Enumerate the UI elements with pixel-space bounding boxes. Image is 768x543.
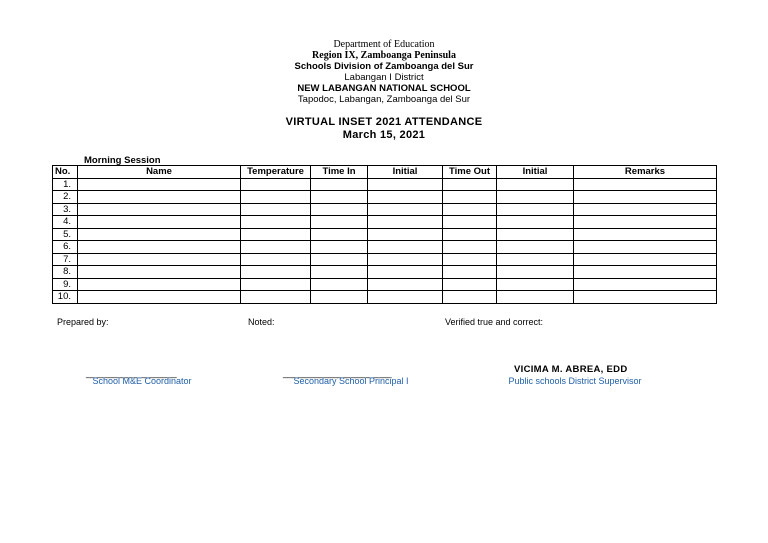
table-cell [78,266,241,279]
table-cell [443,203,497,216]
table-cell [311,278,368,291]
table-cell [443,278,497,291]
table-cell [241,216,311,229]
row-number: 7. [53,253,78,266]
header-department: Department of Education [333,39,435,50]
col-header-no: No. [53,166,78,179]
table-row [53,191,717,204]
table-cell [443,291,497,304]
row-number: 9. [53,278,78,291]
table-cell [443,216,497,229]
table-cell [241,228,311,241]
table-row [53,278,717,291]
table-cell [443,228,497,241]
header-division: Schools Division of Zamboanga del Sur [294,61,474,72]
table-cell [368,278,443,291]
noted-label: Noted: [248,317,275,327]
table-cell [574,216,717,229]
attendance-table [52,165,717,304]
noted-signature-line: ________________________ [283,368,392,378]
table-cell [311,191,368,204]
verified-label: Verified true and correct: [445,317,544,327]
table-cell [78,216,241,229]
table-cell [443,241,497,254]
table-cell [241,241,311,254]
row-number: 3. [53,203,78,216]
document-title: VIRTUAL INSET 2021 ATTENDANCE [285,116,483,128]
table-cell [368,178,443,191]
table-cell [78,278,241,291]
table-row [53,266,717,279]
col-header-remarks: Remarks [574,166,717,179]
table-cell [574,191,717,204]
table-cell [574,241,717,254]
table-cell [368,216,443,229]
row-number: 5. [53,228,78,241]
table-cell [443,266,497,279]
noted-position: Secondary School Principal I [293,376,409,386]
table-row [53,203,717,216]
col-header-initial-out: Initial [497,166,574,179]
table-row [53,253,717,266]
table-cell [241,203,311,216]
col-header-initial-in: Initial [368,166,443,179]
table-cell [311,216,368,229]
table-cell [497,203,574,216]
table-cell [78,291,241,304]
col-header-time-in: Time In [311,166,368,179]
table-cell [241,253,311,266]
header-district: Labangan I District [344,72,424,83]
table-cell [311,178,368,191]
table-cell [574,266,717,279]
table-header-row [53,166,717,179]
table-cell [574,203,717,216]
table-row [53,216,717,229]
table-cell [78,203,241,216]
verifier-position: Public schools District Supervisor [508,376,642,386]
col-header-name: Name [78,166,241,179]
table-cell [241,291,311,304]
table-row [53,241,717,254]
table-cell [368,266,443,279]
header-region: Region IX, Zamboanga Peninsula [312,50,456,61]
table-cell [368,203,443,216]
table-cell [574,178,717,191]
table-cell [78,191,241,204]
table-cell [368,241,443,254]
table-row [53,291,717,304]
table-cell [497,191,574,204]
table-cell [78,228,241,241]
table-cell [497,216,574,229]
col-header-temperature: Temperature [241,166,311,179]
prepared-by-label: Prepared by: [57,317,109,327]
table-row [53,178,717,191]
prepared-signature-line: ____________________ [86,368,177,378]
table-cell [78,178,241,191]
verifier-name: VICIMA M. ABREA, EDD [514,364,628,375]
table-cell [241,191,311,204]
table-cell [311,203,368,216]
table-cell [497,266,574,279]
table-cell [368,291,443,304]
table-cell [368,228,443,241]
table-cell [311,253,368,266]
table-cell [78,241,241,254]
table-cell [443,191,497,204]
header-school-name: NEW LABANGAN NATIONAL SCHOOL [297,83,471,94]
table-cell [574,253,717,266]
table-cell [497,291,574,304]
header-address: Tapodoc, Labangan, Zamboanga del Sur [297,94,471,105]
table-cell [241,278,311,291]
table-cell [443,178,497,191]
table-cell [311,241,368,254]
table-cell [497,278,574,291]
table-cell [497,241,574,254]
table-cell [497,178,574,191]
table-cell [311,266,368,279]
table-cell [78,253,241,266]
table-cell [311,291,368,304]
document-date: March 15, 2021 [342,129,426,141]
table-cell [241,266,311,279]
table-cell [241,178,311,191]
row-number: 4. [53,216,78,229]
row-number: 8. [53,266,78,279]
table-cell [574,291,717,304]
table-cell [574,278,717,291]
row-number: 10. [53,291,78,304]
session-label: Morning Session [84,155,161,166]
row-number: 6. [53,241,78,254]
row-number: 2. [53,191,78,204]
table-cell [368,191,443,204]
table-row [53,228,717,241]
prepared-position: School M&E Coordinator [92,376,192,386]
table-cell [497,228,574,241]
table-cell [443,253,497,266]
table-cell [574,228,717,241]
row-number: 1. [53,178,78,191]
table-cell [311,228,368,241]
col-header-time-out: Time Out [443,166,497,179]
table-cell [368,253,443,266]
table-cell [497,253,574,266]
